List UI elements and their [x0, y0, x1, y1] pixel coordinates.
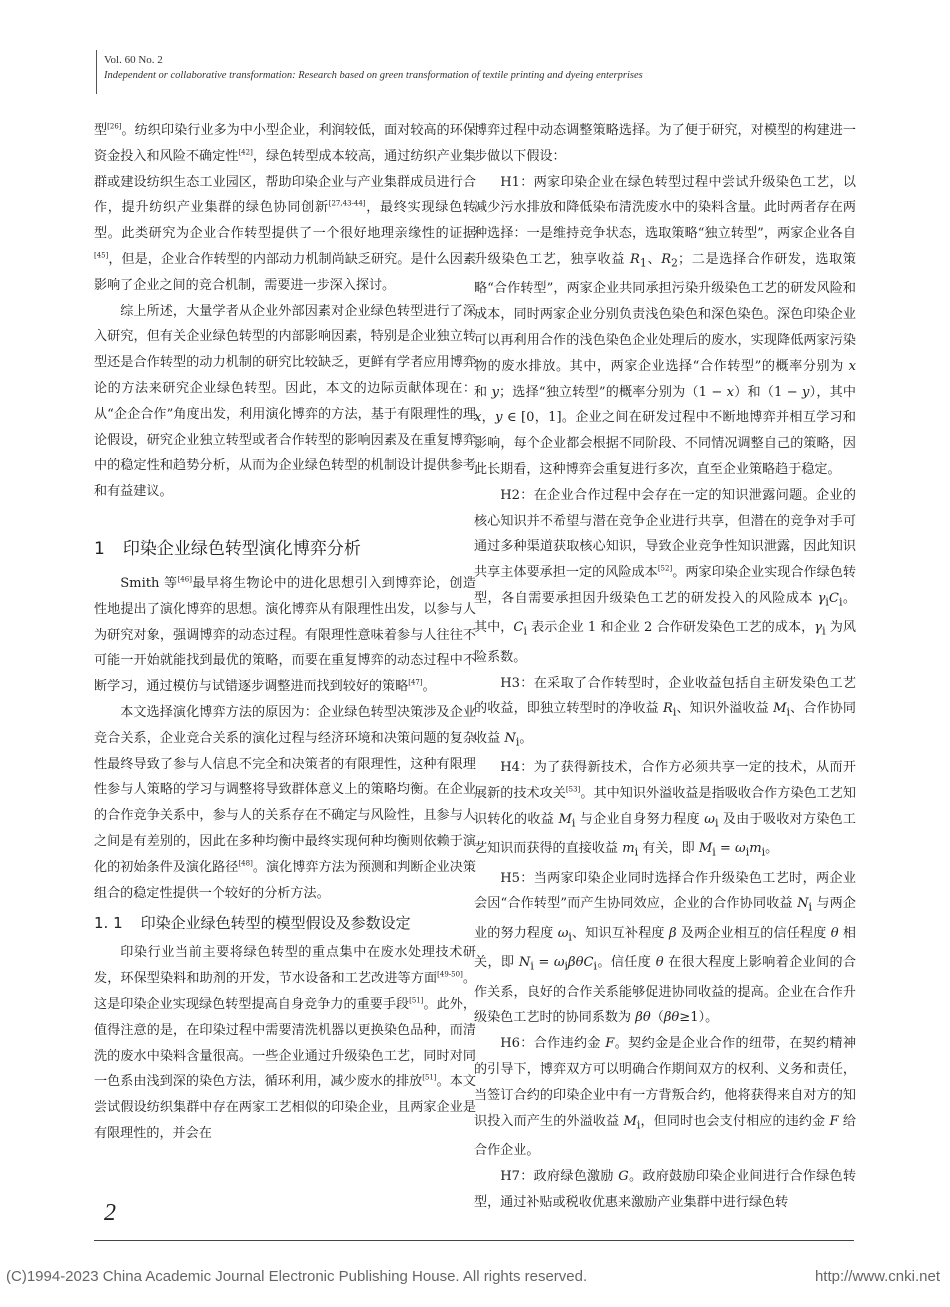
paragraph-continued: 博弈过程中动态调整策略选择。为了便于研究，对模型的构建进一步做以下假设：	[474, 123, 856, 164]
section-heading-1: 1 印染企业绿色转型演化博弈分析	[94, 538, 361, 559]
section-heading-1-1: 1. 1 印染企业绿色转型的模型假设及参数设定	[94, 914, 411, 933]
hypothesis-h3: H3：在采取了合作转型时，企业收益包括自主研发染色工艺的收益，即独立转型时的净收益 $R_i$、知识外溢收益 $M_i$、合作协同收益 $N_i$。	[474, 675, 856, 749]
footer-rule	[94, 1240, 854, 1241]
hypothesis-h4: H4：为了获得新技术，合作方必须共享一定的技术，从而开展新的技术攻关[53]。其中知识外溢收益是指吸收合作方染色工艺知识转化的收益 $M_i$ 与企业自身努力程度 $\omega_i$ 及由于吸收对方染色工艺知识而获得的直接收益 $m_i$ 有关，即 $M_i = \omega_im_i$。	[474, 760, 856, 859]
hypothesis-h2: H2：在企业合作过程中会存在一定的知识泄露问题。企业的核心知识并不希望与潜在竞争企业进行共享，但潜在的竞争对手可通过多种渠道获取核心知识，导致企业竞争性知识泄露，因此知识共享主体要承担一定的风险成本[52]。两家印染企业实现合作绿色转型，各自需要承担因升级染色工艺的研发投入的风险成本 $\gamma_iC_i$。其中，$C_i$ 表示企业 1 和企业 2 合作研发染色工艺的成本，$\gamma_i$ 为风险系数。	[474, 487, 856, 665]
paragraph-2: 综上所述，大量学者从企业外部因素对企业绿色转型进行了深入研究，但有关企业绿色转型的内部影响因素，特别是企业独立转型还是合作转型的动力机制的研究比较缺乏，更鲜有学者应用博弈论的方法来研究企业绿色转型。因此，本文的边际贡献体现在：从“企企合作”角度出发，利用演化博弈的方法，基于有限理性的理论假设，研究企业独立转型或者合作转型的影响因素及在重复博弈中的稳定性和趋势分析，从而为企业绿色转型的机制设计提供参考和有益建议。	[94, 303, 476, 500]
right-column	[474, 118, 856, 1215]
paragraph-5: 印染行业当前主要将绿色转型的重点集中在废水处理技术研发，环保型染料和助剂的开发，节水设备和工艺改进等方面[49-50]。这是印染企业实现绿色转型提高自身竞争力的重要手段[51]。此外，值得注意的是，在印染过程中需要清洗机器以更换染色品种，而清洗的废水中染料含量很高。一些企业通过升级染色工艺，同时对同一色系由浅到深的染色方法，循环利用，减少废水的排放[51]。本文尝试假设纺织集群中存在两家工艺相似的印染企业，且两家企业是有限理性的，并会在	[94, 945, 477, 1141]
left-column	[94, 118, 476, 1147]
cnki-link[interactable]: http://www.cnki.net	[814, 1268, 940, 1285]
copyright-text: (C)1994-2023 China Academic Journal Electronic Publishing House. All rights reserved.	[6, 1268, 588, 1285]
header-rule	[96, 50, 97, 94]
page-number: 2	[104, 1200, 116, 1226]
paragraph-4: 本文选择演化博弈方法的原因为：企业绿色转型决策涉及企业竞合关系，企业竞合关系的演化过程与经济环境和决策问题的复杂性最终导致了参与人信息不完全和决策者的有限理性，这种有限理性参与人策略的学习与调整将导致群体意义上的策略均衡。在企业的合作竞争关系中，参与人的关系存在不确定与风险性，且参与人之间是有差别的，因此在多种均衡中最终实现何种均衡则依赖于演化的初始条件及演化路径[48]。演化博弈方法为预测和判断企业决策组合的稳定性提供一个较好的分析方法。	[94, 704, 477, 901]
hypothesis-h5: H5：当两家印染企业同时选择合作升级染色工艺时，两企业会因“合作转型”而产生协同效应，企业的合作协同收益 $N_i$ 与两企业的努力程度 $\omega_i$、知识互补程度 β 及两企业相互的信任程度 θ 相关，即 $N_i = \omega_i\beta\theta C_i$。信任度 θ 在很大程度上影响着企业间的合作关系，良好的合作关系能够促进协同收益的提高。企业在合作升级染色工艺时的协同系数为 βθ（βθ≥1）。	[474, 870, 856, 1026]
article-title-english: Independent or collaborative transformation: Research based on green transformation of textile printing and dyeing enterprises	[104, 70, 643, 81]
hypothesis-h6: H6：合作违约金 F。契约金是企业合作的纽带，在契约精神的引导下，博弈双方可以明确合作期间双方的权利、义务和责任，当签订合约的印染企业中有一方背叛合约，他将获得来自对方的知识投入而产生的外溢收益 $M_i$，但同时也会支付相应的违约金 F 给合作企业。	[474, 1036, 856, 1158]
hypothesis-h1: H1：两家印染企业在绿色转型过程中尝试升级染色工艺，以减少污水排放和降低染布清洗废水中的染料含量。此时两者存在两种选择：一是维持竞争状态，选取策略“独立转型”，两家企业各自升级染色工艺，独享收益 $R_1$、$R_2$；二是选择合作研发，选取策略“合作转型”，两家企业共同承担污染升级染色工艺的研发风险和成本，同时两家企业分别负责浅色染色和深色染色。深色印染企业可以再利用合作的浅色染色企业处理后的废水，实现降低两家污染物的废水排放。其中，两家企业选择“合作转型”的概率分别为 x 和 y；选择“独立转型”的概率分别为（1 − x）和（1 − y），其中 x，y ∈ [0，1]。企业之间在研发过程中不断地博弈并相互学习和影响，每个企业都会根据不同阶段、不同情况调整自己的策略，因此长期看，这种博弈会重复进行多次，直至企业策略趋于稳定。	[474, 174, 856, 477]
paragraph-1: 型[26]。纺织印染行业多为中小型企业，利润较低，面对较高的环保资金投入和风险不确定性[42]，绿色转型成本较高，通过纺织产业集群或建设纺织生态工业园区，帮助印染企业与产业集群成员进行合作，提升纺织产业集群的绿色协同创新[27,43-44]，最终实现绿色转型。此类研究为企业合作转型提供了一个很好地理亲缘性的证据[45]，但是，企业合作转型的内部动力机制尚缺乏研究。是什么因素影响了企业之间的竞合机制，需要进一步深入探讨。	[94, 122, 477, 293]
hypothesis-h7: H7：政府绿色激励 G。政府鼓励印染企业间进行合作绿色转型，通过补贴或税收优惠来激励产业集群中进行绿色转	[474, 1168, 857, 1210]
paragraph-3: Smith 等[46]最早将生物论中的进化思想引入到博弈论，创造性地提出了演化博弈的思想。演化博弈从有限理性出发，以参与人为研究对象，强调博弈的动态过程。有限理性意味着参与人往往不可能一开始就能找到最优的策略，而要在重复博弈的动态过程中不断学习，通过模仿与试错逐步调整进而找到较好的策略[47]。	[94, 575, 476, 695]
journal-volume: Vol. 60 No. 2	[104, 54, 163, 66]
